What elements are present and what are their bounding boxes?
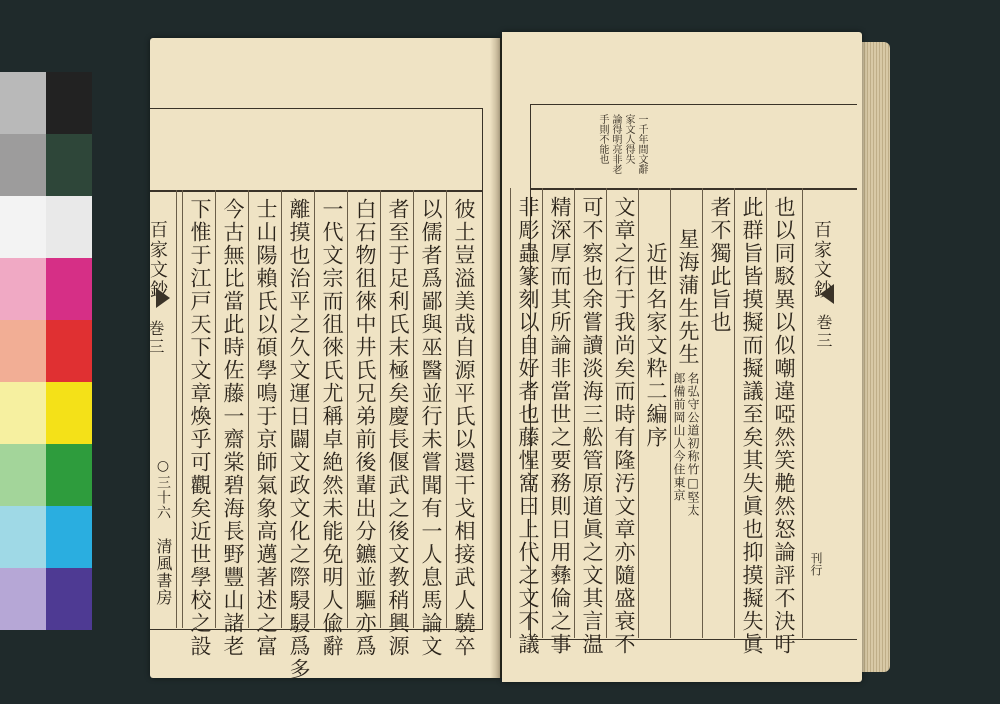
headnote-line: 手則不能也 <box>597 114 608 164</box>
author-note: 名弘守公道初称竹□堅太 <box>686 372 700 517</box>
right-page <box>502 32 862 682</box>
color-patch <box>46 382 92 444</box>
left-title: 百家文鈔 <box>147 220 168 300</box>
right-header-frame <box>530 104 857 190</box>
text-column: 今古無比當此時佐藤一齋棠碧海長野豐山諸老 <box>221 198 245 658</box>
text-column: 白石物徂徠中井氏兄弟前後輩出分鑣並驅亦爲 <box>353 198 377 658</box>
text-column: 彼土豈溢美哉自源平氏以還干戈相接武人驍卒 <box>452 198 476 658</box>
text-column: 離摸也治平之久文運日闢文政文化之際駸駸爲多 <box>287 198 311 681</box>
text-column: 者至于足利氏末極矣慶長偃武之後文教稍興源 <box>386 198 410 658</box>
left-page <box>146 38 500 681</box>
color-patch <box>0 72 46 134</box>
column-rule <box>734 188 735 638</box>
column-rule <box>248 190 249 628</box>
color-patch <box>46 258 92 320</box>
text-column: 精深厚而其所論非當世之要務則日用彝倫之事 <box>548 196 572 656</box>
text-column: 文章之行于我尚矣而時有隆汚文章亦隨盛衰不 <box>612 196 636 656</box>
left-header-frame <box>150 108 483 192</box>
right-fishtail <box>820 284 834 304</box>
left-fishtail <box>156 288 170 308</box>
left-page-number: ○三十六 <box>155 458 171 520</box>
column-rule <box>182 190 183 628</box>
text-column: 也以同駁異以似嘲違啞然笑艴然怒論評不決吁 <box>772 196 796 656</box>
color-patch <box>46 72 92 134</box>
color-calibration-strip <box>0 72 92 632</box>
color-patch <box>0 134 46 196</box>
text-column: 非彫蟲篆刻以自好者也藤惺窩曰上代之文不議 <box>516 196 540 656</box>
headnote-line: 論得明亮非老 <box>610 114 621 174</box>
text-column: 下惟于江戸天下文章煥乎可觀矣近世學校之設 <box>188 198 212 658</box>
text-column: 此群旨皆摸擬而擬議至矣其失眞也抑摸擬失眞 <box>740 196 764 656</box>
text-column: 可不察也余嘗讀淡海三舩管原道眞之文其言温 <box>580 196 604 656</box>
text-column: 士山陽賴氏以碩學鳴于京師氣象高邁著述之富 <box>254 198 278 658</box>
column-rule <box>347 190 348 628</box>
column-rule <box>413 190 414 628</box>
column-rule <box>766 188 767 638</box>
color-patch <box>46 134 92 196</box>
color-patch <box>0 196 46 258</box>
color-patch <box>0 382 46 444</box>
author-note: 郎備前岡山人今住東京 <box>672 372 686 502</box>
text-column: 者不獨此旨也 <box>708 196 732 334</box>
column-rule <box>542 188 543 638</box>
headnote-line: 家文人得失 <box>623 114 634 164</box>
column-rule <box>314 190 315 628</box>
column-rule <box>638 188 639 638</box>
margin-mark: 刊行 <box>809 552 823 576</box>
author-name: 星海蒲生先生 <box>676 228 700 366</box>
color-patch <box>0 320 46 382</box>
color-patch <box>46 444 92 506</box>
color-patch <box>46 568 92 630</box>
left-volume: 巻三 <box>146 320 165 356</box>
column-rule <box>215 190 216 628</box>
text-column: 一代文宗而徂徠氏尤稱卓絶然未能免明人偸辭 <box>320 198 344 658</box>
column-rule <box>670 188 671 638</box>
color-patch <box>46 506 92 568</box>
column-rule <box>380 190 381 628</box>
color-patch <box>0 444 46 506</box>
text-column: 以儒者爲鄙與巫醫並行未嘗聞有一人息馬論文 <box>419 198 443 658</box>
color-patch <box>46 320 92 382</box>
column-rule <box>510 188 511 638</box>
column-rule <box>446 190 447 628</box>
section-title: 近世名家文粋二編序 <box>644 242 668 449</box>
right-title: 百家文鈔 <box>811 220 832 300</box>
left-publisher: 清風書房 <box>154 538 173 606</box>
right-volume: 巻三 <box>814 314 833 350</box>
color-patch <box>46 196 92 258</box>
open-book <box>146 32 890 682</box>
column-rule <box>574 188 575 638</box>
color-patch <box>0 258 46 320</box>
headnote-line: 一千年間文辭 <box>636 114 647 174</box>
color-patch <box>0 506 46 568</box>
column-rule <box>606 188 607 638</box>
column-rule <box>281 190 282 628</box>
column-rule <box>702 188 703 638</box>
color-patch <box>0 568 46 630</box>
